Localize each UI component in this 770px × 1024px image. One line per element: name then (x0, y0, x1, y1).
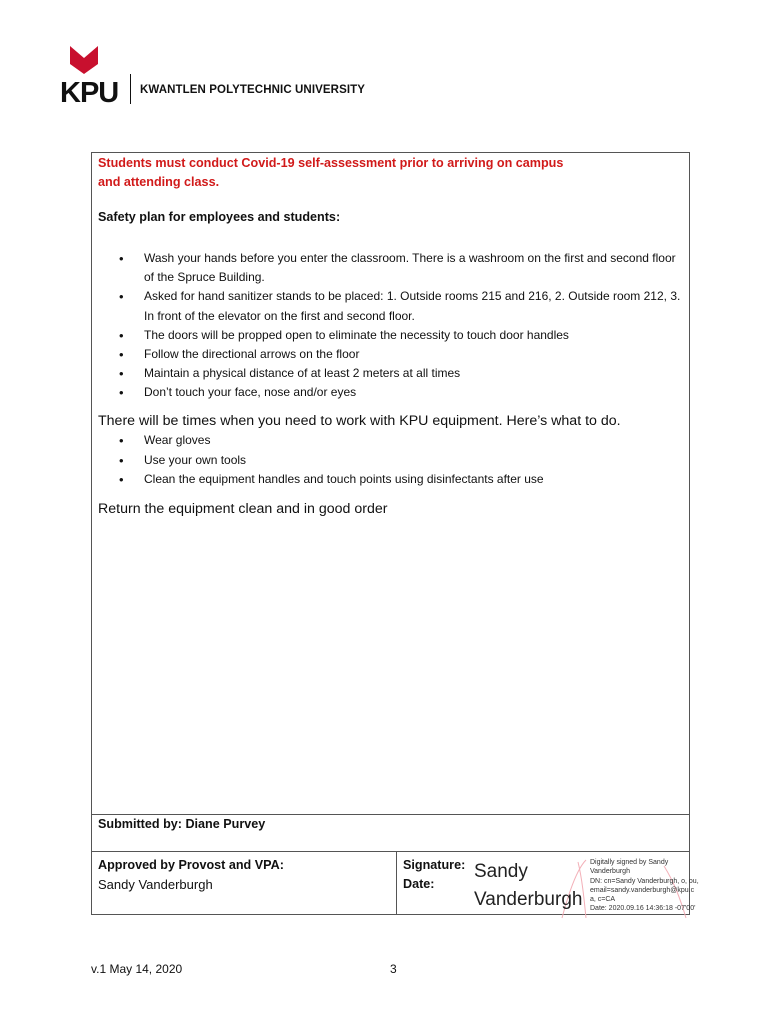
equipment-closing: Return the equipment clean and in good order (98, 501, 388, 517)
column-divider (396, 851, 397, 915)
date-label: Date: (403, 877, 435, 891)
list-item: • The doors will be propped open to eliminate the necessity to touch door handles (118, 326, 683, 345)
list-item: • Wear gloves (118, 431, 683, 451)
signature-detail-line: Vanderburgh (590, 868, 630, 876)
list-item: • Don’t touch your face, nose and/or eyes (118, 383, 683, 402)
signature-last-name: Vanderburgh (474, 889, 583, 910)
document-frame (91, 152, 690, 915)
kpu-logo (60, 44, 380, 108)
safety-plan-list (118, 249, 683, 403)
submitted-by: Submitted by: Diane Purvey (98, 817, 266, 831)
signature-detail-line: DN: cn=Sandy Vanderburgh, o, ou, (590, 877, 699, 885)
signature-label: Signature: (403, 858, 466, 872)
kpu-logo-mark (60, 44, 130, 106)
page-number: 3 (390, 962, 397, 976)
university-name: KWANTLEN POLYTECHNIC UNIVERSITY (140, 84, 366, 96)
signature-detail-line: a, c=CA (590, 896, 616, 904)
approver-name: Sandy Vanderburgh (98, 877, 213, 892)
row-divider (92, 814, 689, 815)
list-item: • Wash your hands before you enter the classroom. There is a washroom on the first and second floor of the Spruce Building. (118, 249, 683, 287)
signature-name (474, 858, 582, 914)
signature-detail-line: email=sandy.vanderburgh@kpu.c (590, 886, 695, 894)
digital-signature[interactable] (474, 858, 704, 922)
list-item: • Follow the directional arrows on the floor (118, 345, 683, 364)
safety-plan-title: Safety plan for employees and students: (98, 210, 341, 224)
list-item: • Maintain a physical distance of at least 2 meters at all times (118, 364, 683, 383)
equipment-heading: There will be times when you need to work with KPU equipment. Here’s what to do. (98, 413, 621, 429)
kpu-logo-letters: KPU (60, 77, 119, 106)
covid-notice: Students must conduct Covid-19 self-assessment prior to arriving on campus and attending class. (98, 156, 564, 189)
signature-detail-line: Date: 2020.09.16 14:36:18 -07'00' (590, 905, 696, 913)
logo-separator (130, 74, 131, 104)
approved-by-label: Approved by Provost and VPA: (98, 858, 284, 872)
list-item: • Clean the equipment handles and touch points using disinfectants after use (118, 470, 683, 490)
signature-detail-line: Digitally signed by Sandy (590, 859, 669, 866)
signature-details (590, 858, 708, 914)
signature-first-name: Sandy (474, 861, 528, 882)
row-divider (92, 851, 689, 852)
equipment-list (118, 431, 683, 490)
list-item: • Use your own tools (118, 451, 683, 471)
list-item: • Asked for hand sanitizer stands to be placed: 1. Outside rooms 215 and 216, 2. Outside room 212, 3. In front of the elevator on the first and second floor. (118, 287, 683, 325)
document-version: v.1 May 14, 2020 (91, 962, 183, 976)
